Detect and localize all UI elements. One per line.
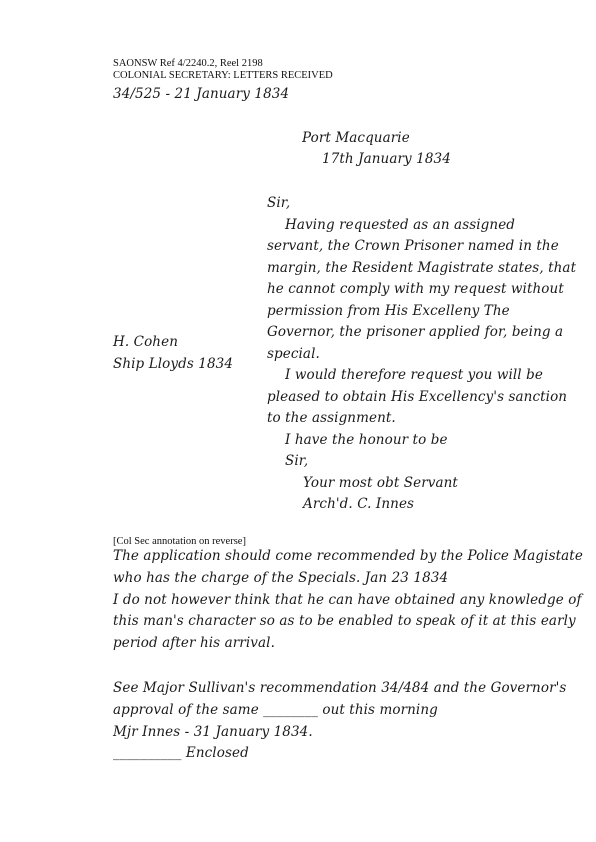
annotation-label: [Col Sec annotation on reverse]	[113, 536, 246, 547]
margin-note	[113, 332, 233, 375]
annotation-line: this man's character so as to be enabled to speak of it at this early	[113, 613, 576, 630]
body-line: Having requested as an assigned	[285, 216, 516, 233]
body-line: permission from His Excelleny The	[267, 302, 510, 319]
series-title: COLONIAL SECRETARY: LETTERS RECEIVED	[113, 70, 333, 81]
annotation-line: period after his arrival.	[113, 635, 275, 652]
annotation-line: See Major Sullivan's recommendation 34/484 and the Governor's	[113, 680, 567, 696]
annotation-line: I do not however think that he can have obtained any knowledge of	[113, 591, 582, 608]
salutation: Sir,	[267, 195, 291, 211]
signature: Arch'd. C. Innes	[303, 496, 415, 512]
letter-date: 17th January 1834	[322, 151, 451, 167]
letter-place: Port Macquarie	[302, 130, 410, 146]
body-line: he cannot comply with my request without	[267, 281, 564, 297]
annotation-text	[113, 546, 583, 655]
body-line: special.	[267, 345, 320, 362]
body-line: margin, the Resident Magistrate states, that	[267, 259, 577, 276]
archive-reference: SAONSW Ref 4/2240.2, Reel 2198	[113, 58, 263, 69]
annotation-line: approval of the same ________ out this morning	[113, 701, 438, 718]
closing-line: Sir,	[285, 453, 309, 469]
body-line: servant, the Crown Prisoner named in the	[267, 238, 559, 254]
annotation-text-2	[113, 678, 566, 765]
annotation-line: Mjr Innes - 31 January 1834.	[113, 723, 313, 740]
prisoner-name: H. Cohen	[113, 334, 178, 350]
item-reference: 34/525 - 21 January 1834	[113, 86, 290, 102]
letter-body	[267, 193, 576, 516]
annotation-line: who has the charge of the Specials. Jan 23 1834	[113, 569, 449, 586]
body-line: pleased to obtain His Excellency's sanction	[267, 388, 568, 405]
body-line: to the assignment.	[267, 410, 396, 426]
closing-line: Your most obt Servant	[303, 474, 458, 491]
annotation-line: __________ Enclosed	[113, 745, 249, 762]
closing-line: I have the honour to be	[285, 431, 448, 448]
body-line: I would therefore request you will be	[285, 367, 543, 383]
annotation-line: The application should come recommended by the Police Magistate	[113, 548, 583, 564]
body-line: Governor, the prisoner applied for, being a	[267, 324, 564, 340]
prisoner-ship: Ship Lloyds 1834	[113, 355, 234, 372]
